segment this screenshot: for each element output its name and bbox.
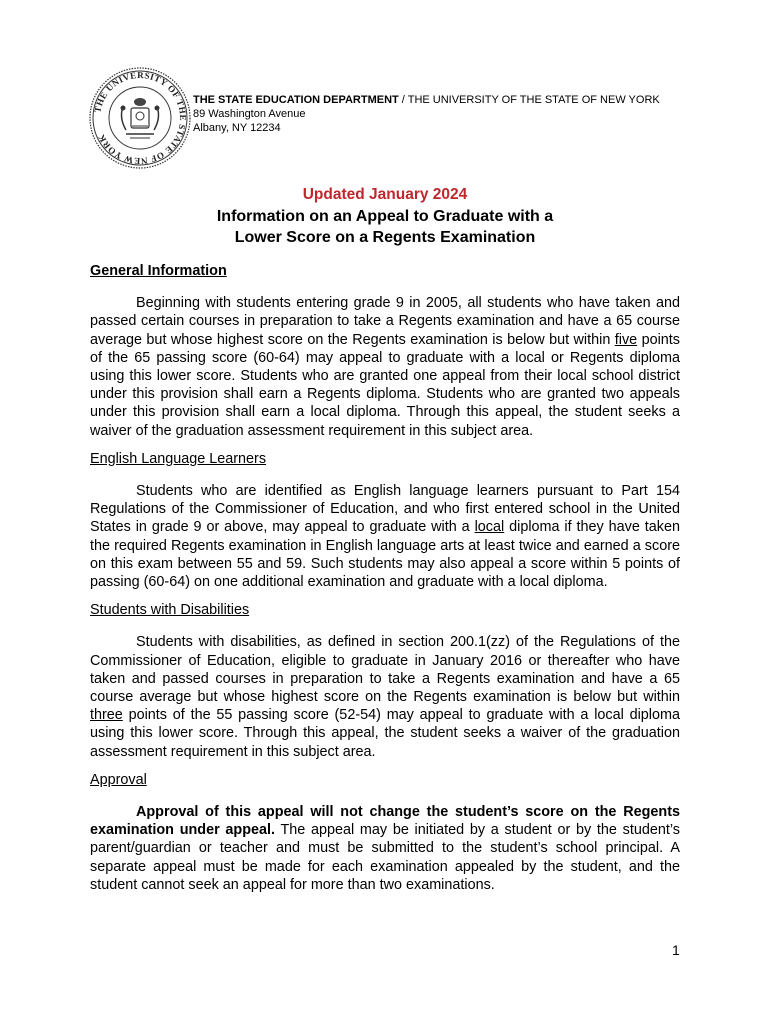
document-body <box>90 262 680 904</box>
paragraph-students-with-disabilities <box>90 633 680 760</box>
heading-approval: Approval <box>90 771 147 788</box>
text-run: Students with disabilities, as defined in section 200.1(zz) of the Regulations of the Commissioner of Education, eligible to graduate in January 2016 or thereafter who have taken and passed courses in preparation to take a Regents examination and have a 65 course average but whose highest score on the Regents examination is below but within <box>90 634 680 706</box>
university-name: THE UNIVERSITY OF THE STATE OF NEW YORK <box>407 94 660 106</box>
underlined-text: local <box>474 519 505 536</box>
bold-text: Approval of this appeal will not change the student’s score on the Regents examination under appeal. <box>90 804 680 839</box>
heading-students-with-disabilities: Students with Disabilities <box>90 602 250 619</box>
letterhead <box>193 93 660 135</box>
page-number: 1 <box>672 942 680 958</box>
heading-general-information: General Information <box>90 263 227 279</box>
text-run: points of the 65 passing score (60-64) may appeal to graduate with a local or Regents diploma using this lower score. Students who are granted one appeal from their local school district under this provision shall earn a Regents diploma. Students who are granted two appeals under this provision shall earn a local diploma. Through this appeal, the student seeks a waiver of the graduation assessment requirement in this subject area. <box>90 331 680 439</box>
letterhead-org-line <box>193 93 660 107</box>
separator: / <box>398 94 408 106</box>
svg-text:THE UNIVERSITY OF THE STATE OF: THE UNIVERSITY OF THE STATE OF NEW YORK <box>92 69 189 167</box>
text-run: points of the 55 passing score (52-54) may appeal to graduate with a local diploma using this lower score. Through this appeal, the student seeks a waiver of the graduation assessment requirement in this subject area. <box>90 707 680 760</box>
department-name: THE STATE EDUCATION DEPARTMENT <box>193 94 399 106</box>
state-seal-logo <box>88 66 192 170</box>
street-address: 89 Washington Avenue <box>193 108 306 120</box>
heading-english-language-learners: English Language Learners <box>90 450 267 467</box>
paragraph-english-language-learners <box>90 482 680 591</box>
text-run: The appeal may be initiated by a student or by the student’s parent/guardian or teacher and must be submitted to the student’s school principal. A separate appeal must be made for each examination appealed by the student, and the student cannot seek an appeal for more than two examinations. <box>90 822 680 893</box>
title-line-1: Information on an Appeal to Graduate with a <box>216 208 554 225</box>
updated-date: Updated January 2024 <box>302 186 468 203</box>
title-line-2: Lower Score on a Regents Examination <box>234 229 536 246</box>
underlined-text: three <box>90 707 123 724</box>
document-title <box>0 206 770 248</box>
paragraph-general-information <box>90 294 680 440</box>
text-run: Students who are identified as English language learners pursuant to Part 154 Regulations of the Commissioner of Education, and who first entered school in the United States in grade 9 or above, may appeal to graduate with a <box>90 483 680 536</box>
city-address: Albany, NY 12234 <box>193 122 281 134</box>
underlined-text: five <box>614 331 638 348</box>
paragraph-approval <box>90 803 680 894</box>
text-run: diploma if they have taken the required Regents examination in English language arts at least twice and earned a score on this exam between 55 and 59. Such students may also appeal a score within 5 points of passing (60-64) on one additional examination and graduate with a local diploma. <box>90 519 680 591</box>
text-run: Beginning with students entering grade 9 in 2005, all students who have taken and passed certain courses in preparation to take a Regents examination and have a 65 course average but whose highest score on the Regents examination is below but within <box>90 295 680 348</box>
